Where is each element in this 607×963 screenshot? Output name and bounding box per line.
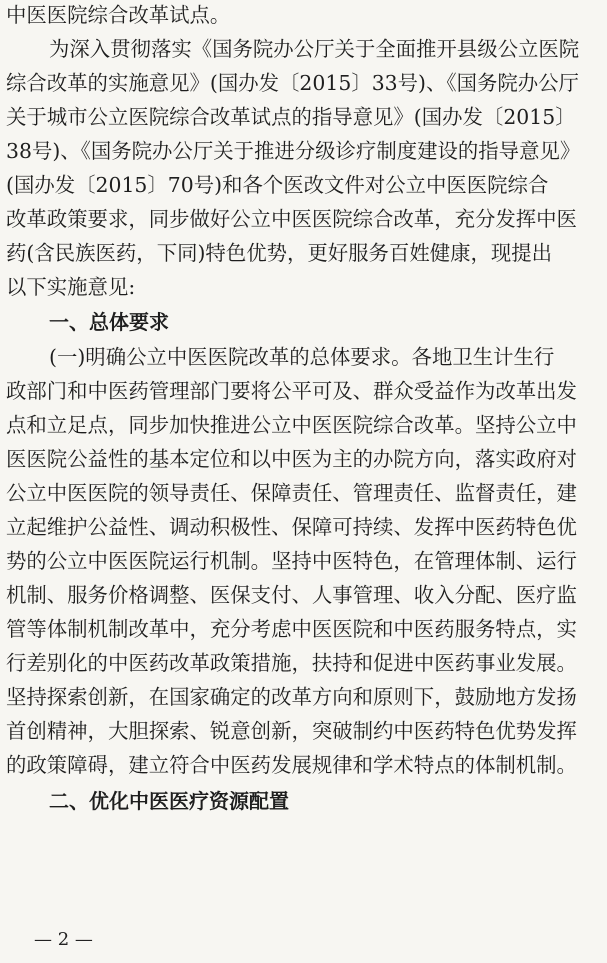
text-line: 首创精神，大胆探索、锐意创新，突破制约中医药特色优势发挥 — [6, 719, 577, 743]
text-line: 改革政策要求，同步做好公立中医医院综合改革，充分发挥中医 — [6, 207, 577, 231]
text-line: 坚持探索创新，在国家确定的改革方向和原则下，鼓励地方发扬 — [6, 685, 577, 709]
text-line: 中医医院综合改革试点。 — [6, 3, 231, 27]
text-line: 的政策障碍，建立符合中医药发展规律和学术特点的体制机制。 — [6, 753, 577, 777]
paragraph-first-line: 为深入贯彻落实《国务院办公厅关于全面推开县级公立医院 — [49, 37, 580, 61]
text-line: 药(含民族医药，下同)特色优势，更好服务百姓健康，现提出 — [6, 241, 553, 265]
text-line: 行差别化的中医药改革政策措施，扶持和促进中医药事业发展。 — [6, 651, 577, 675]
text-line: 以下实施意见: — [6, 275, 136, 299]
paragraph-first-line: (一)明确公立中医医院改革的总体要求。各地卫生计生行 — [49, 345, 555, 369]
text-line: 关于城市公立医院综合改革试点的指导意见》(国办发〔2015〕 — [6, 105, 576, 129]
text-line: 管等体制机制改革中，充分考虑中医医院和中医药服务特点，实 — [6, 617, 577, 641]
page-number: — 2 — — [34, 929, 93, 950]
text-line: 机制、服务价格调整、医保支付、人事管理、收入分配、医疗监 — [6, 583, 577, 607]
text-line: 医医院公益性的基本定位和以中医为主的办院方向，落实政府对 — [6, 447, 577, 471]
text-line: 政部门和中医药管理部门要将公平可及、群众受益作为改革出发 — [6, 379, 577, 403]
text-line: 38号)、《国务院办公厅关于推进分级诊疗制度建设的指导意见》 — [6, 139, 581, 163]
section-heading: 一、总体要求 — [49, 310, 169, 334]
text-line: (国办发〔2015〕70号)和各个医改文件对公立中医医院综合 — [6, 173, 549, 197]
section-heading: 二、优化中医医疗资源配置 — [49, 789, 289, 813]
text-line: 综合改革的实施意见》(国办发〔2015〕33号)、《国务院办公厅 — [6, 71, 579, 95]
text-line: 公立中医医院的领导责任、保障责任、管理责任、监督责任，建 — [6, 481, 577, 505]
text-line: 点和立足点，同步加快推进公立中医医院综合改革。坚持公立中 — [6, 413, 577, 437]
text-line: 立起维护公益性、调动积极性、保障可持续、发挥中医药特色优 — [6, 515, 577, 539]
text-line: 势的公立中医医院运行机制。坚持中医特色，在管理体制、运行 — [6, 549, 577, 573]
